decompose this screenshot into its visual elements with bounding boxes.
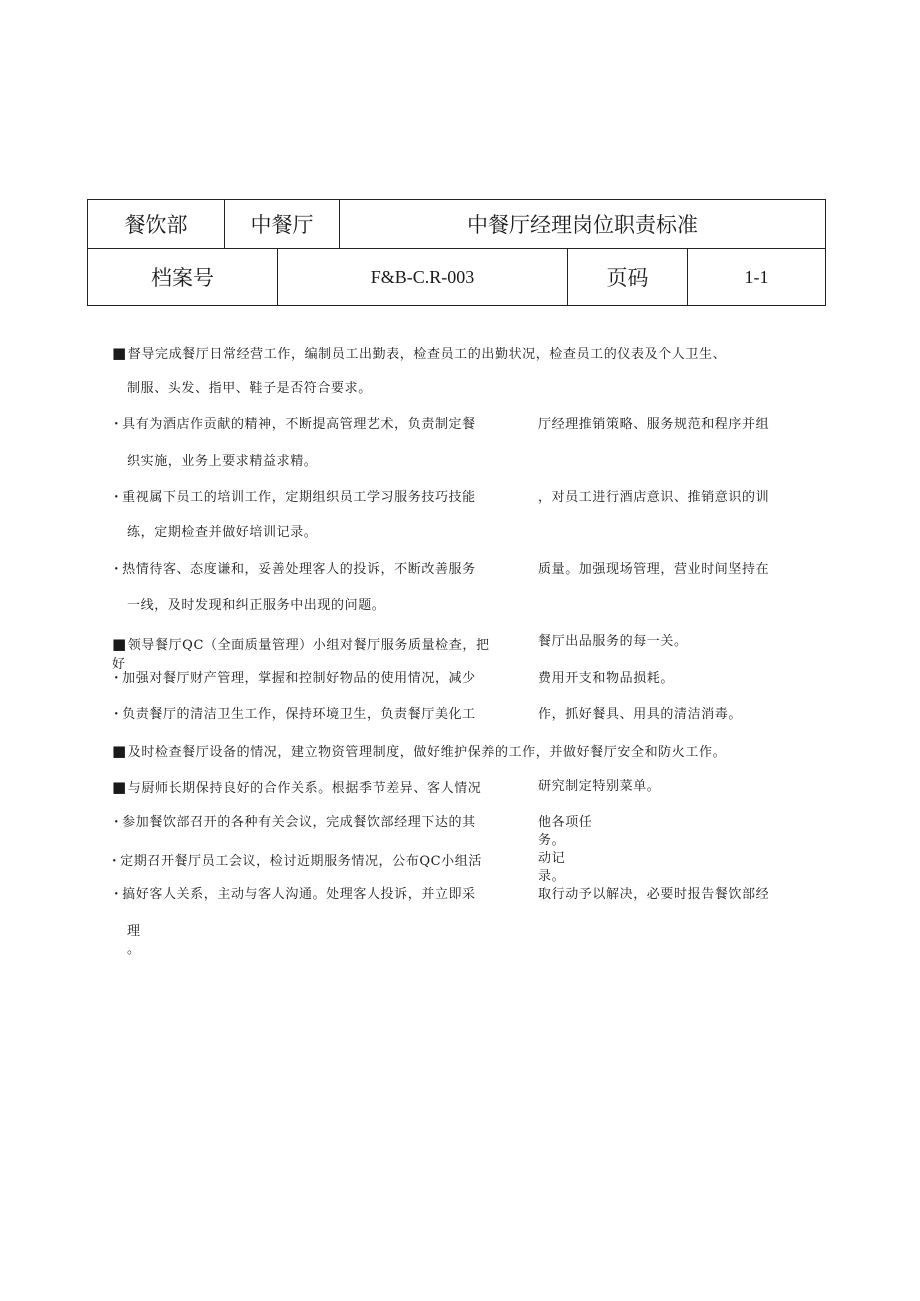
duty-9-right: 研究制定特别菜单。 (538, 779, 661, 794)
duty-10-right-2: 务。 (538, 833, 566, 848)
duty-4-right: 质量。加强现场管理，营业时间坚持在 (538, 562, 770, 577)
duty-10-right-1: 他各项任 (538, 815, 593, 830)
file-no-label: 档案号 (88, 249, 278, 306)
duty-7-line-1: · 负责餐厅的清洁卫生工作，保持环境卫生，负责餐厅美化工 (114, 707, 476, 723)
duty-10-line-1: · 参加餐饮部召开的各种有关会议，完成餐饮部经理下达的其 (114, 815, 476, 831)
duty-4-line-1: · 热情待客、态度谦和，妥善处理客人的投诉，不断改善服务 (114, 562, 476, 578)
duty-12-line-2: 理 (127, 924, 141, 939)
duty-5-wrap: 好 (112, 657, 126, 672)
duty-5-right: 餐厅出品服务的每一关。 (538, 634, 688, 649)
page-label: 页码 (568, 249, 688, 306)
duty-11-right-2: 录。 (538, 869, 566, 884)
duty-2-right: 厅经理推销策略、服务规范和程序并组 (538, 417, 770, 432)
duty-12-right: 取行动予以解决，必要时报告餐饮部经 (538, 887, 770, 902)
duty-8-line-1: ■ 及时检查餐厅设备的情况，建立物资管理制度，做好维护保养的工作，并做好餐厅安全和防火工作。 (112, 743, 726, 761)
duty-12-line-3: 。 (127, 942, 141, 957)
duty-3-line-1: · 重视属下员工的培训工作，定期组织员工学习服务技巧技能 (114, 490, 476, 506)
duty-7-right: 作，抓好餐具、用具的清洁消毒。 (538, 707, 743, 722)
outlet-cell: 中餐厅 (225, 200, 340, 249)
duty-5-line-1: ■ 领导餐厅QC（全面质量管理）小组对餐厅服务质量检查，把 (112, 636, 490, 654)
duty-11-line-1: · 定期召开餐厅员工会议，检讨近期服务情况，公布QC小组活 (112, 854, 482, 870)
duty-1-line-1: ■ 督导完成餐厅日常经营工作，编制员工出勤表，检查员工的出勤状况，检查员工的仪表及个人卫生、 (112, 345, 726, 363)
header-row-2 (87, 248, 826, 306)
dept-cell: 餐饮部 (88, 200, 225, 249)
doc-title: 中餐厅经理岗位职责标准 (340, 200, 826, 249)
duty-2-line-2: 织实施，业务上要求精益求精。 (127, 454, 318, 469)
duty-4-line-2: 一线，及时发现和纠正服务中出现的问题。 (127, 598, 386, 613)
page-value: 1-1 (688, 249, 826, 306)
duty-3-right: ，对员工进行酒店意识、推销意识的训 (538, 490, 770, 505)
duty-2-line-1: · 具有为酒店作贡献的精神，不断提高管理艺术，负责制定餐 (114, 417, 476, 433)
duty-1-line-2: 制服、头发、指甲、鞋子是否符合要求。 (127, 381, 372, 396)
duty-6-right: 费用开支和物品损耗。 (538, 671, 675, 686)
header-row-1 (87, 199, 826, 249)
duty-3-line-2: 练，定期检查并做好培训记录。 (127, 525, 318, 540)
file-no-value: F&B-C.R-003 (278, 249, 568, 306)
duty-11-right-1: 动记 (538, 851, 566, 866)
duty-6-line-1: · 加强对餐厅财产管理，掌握和控制好物品的使用情况，减少 (114, 671, 476, 687)
duty-12-line-1: · 搞好客人关系，主动与客人沟通。处理客人投诉，并立即采 (114, 887, 476, 903)
duty-9-line-1: ■ 与厨师长期保持良好的合作关系。根据季节差异、客人情况 (112, 779, 481, 797)
